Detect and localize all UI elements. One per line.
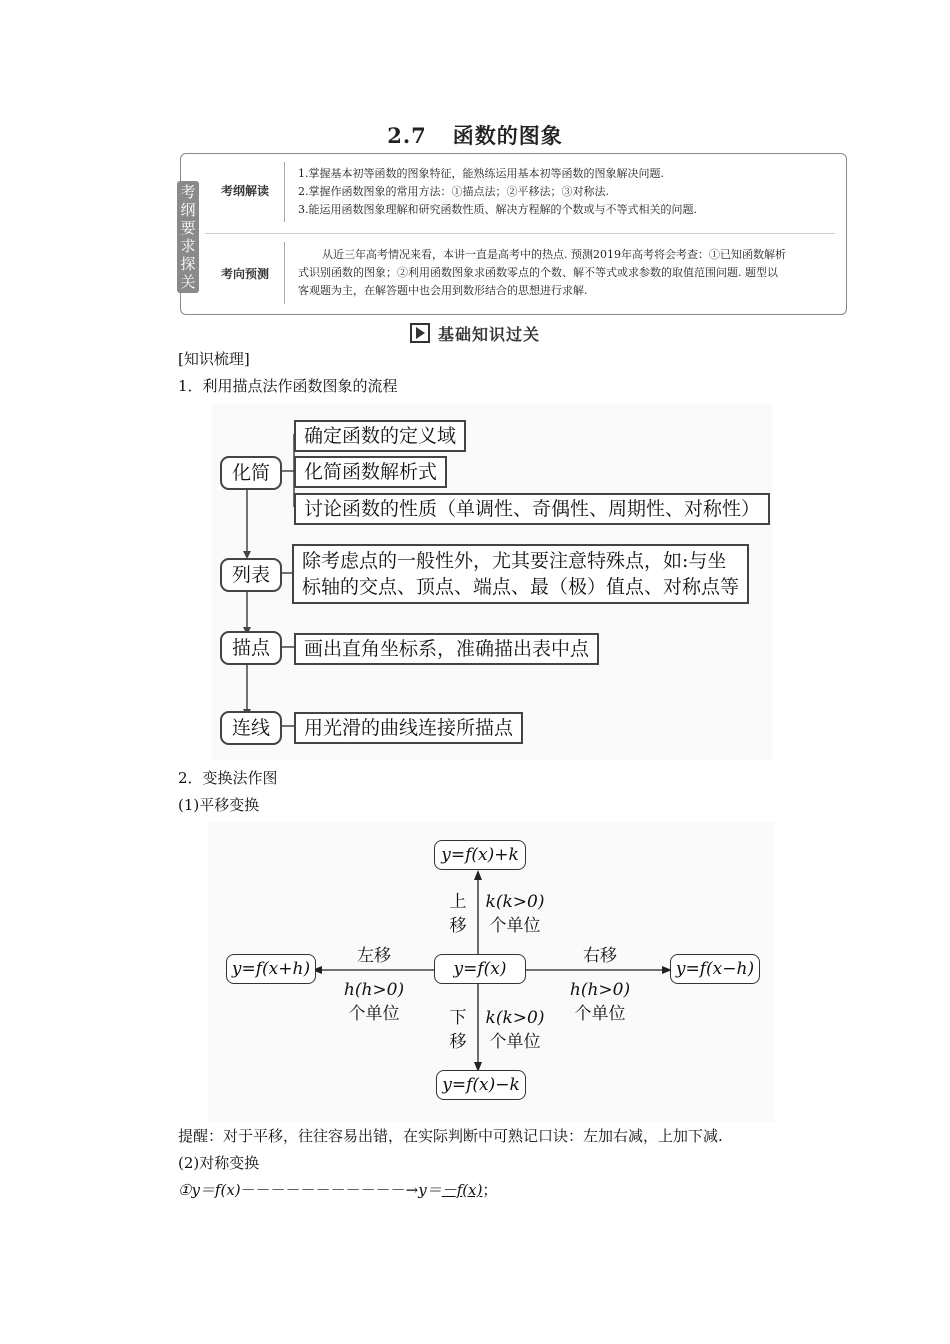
- up-label-char: 移: [449, 916, 467, 936]
- translation-diagram: [208, 822, 774, 1122]
- side-char: 要: [180, 219, 196, 237]
- connect-text: 用光滑的曲线连接所描点: [294, 712, 523, 744]
- symmetry-rule-1: [178, 1179, 497, 1200]
- item2-heading: 2．变换法作图: [178, 769, 278, 787]
- sym1-prefix: ①y＝f(x): [178, 1181, 241, 1199]
- step-tabulate: 列表: [220, 558, 282, 592]
- tip-text: 提醒：对于平移，往往容易出错，在实际判断中可熟记口诀：左加右减，上加下减.: [178, 1127, 723, 1145]
- row2-line: 从近三年高考情况来看，本讲一直是高考中的热点. 预测2019年高考将会考查：①已知函数解析: [322, 248, 786, 261]
- title-text: 函数的图象: [452, 123, 563, 148]
- row2-text: [298, 246, 838, 300]
- down-cond-line: k(k>0): [485, 1008, 545, 1028]
- sym1-arrow: －－－－－－－－－－－→: [240, 1181, 419, 1199]
- page-title: [0, 120, 950, 150]
- center-function: y=f(x): [434, 954, 526, 984]
- divider: [284, 162, 285, 222]
- up-condition: [484, 890, 546, 938]
- left-function: y=f(x+h): [226, 954, 316, 984]
- row2-line: 式识别函数的图象；②利用函数图象求函数零点的个数、解不等式或求参数的取值范围问题. 题型以: [298, 266, 778, 279]
- step-connect: 连线: [220, 711, 282, 745]
- sym1-lhs: y＝: [418, 1181, 442, 1199]
- down-cond-line: 个单位: [489, 1032, 541, 1052]
- side-char: 求: [180, 237, 196, 255]
- plot-text: 画出直角坐标系，准确描出表中点: [294, 633, 599, 665]
- bottom-function: y=f(x)−k: [436, 1070, 526, 1100]
- left-cond-line: h(h>0): [343, 980, 405, 1000]
- top-function: y=f(x)+k: [434, 840, 526, 870]
- step-simplify: 化简: [220, 456, 282, 490]
- down-label: [446, 1006, 470, 1054]
- up-cond-line: 个单位: [489, 916, 541, 936]
- side-char: 探: [180, 255, 196, 273]
- sym1-tail: ；: [482, 1181, 498, 1199]
- up-label-char: 上: [449, 892, 467, 912]
- left-cond-line: 个单位: [348, 1004, 400, 1024]
- row1-line: 3.能运用函数图象理解和研究函数性质、解决方程解的个数或与不等式相关的问题.: [298, 203, 697, 216]
- sym1-answer: －f(x): [441, 1181, 483, 1199]
- down-label-char: 移: [449, 1032, 467, 1052]
- divider: [205, 233, 835, 234]
- banner-text: 基础知识过关: [438, 325, 541, 344]
- title-number: 2.7: [387, 123, 427, 148]
- item2-2-heading: (2)对称变换: [178, 1154, 260, 1172]
- simplify-item: 化简函数解析式: [294, 456, 447, 488]
- row1-line: 1.掌握基本初等函数的图象特征，能熟练运用基本初等函数的图象解决问题.: [298, 167, 664, 180]
- up-label: [446, 890, 470, 938]
- left-condition: [336, 978, 412, 1026]
- down-label-char: 下: [449, 1008, 467, 1028]
- right-cond-line: h(h>0): [569, 980, 631, 1000]
- simplify-item: 确定函数的定义域: [294, 420, 466, 452]
- side-char: 关: [180, 273, 196, 291]
- plotting-flowchart: [212, 404, 772, 760]
- up-cond-line: k(k>0): [485, 892, 545, 912]
- left-label: 左移: [357, 946, 391, 966]
- tabulate-text: [292, 544, 749, 604]
- right-function: y=f(x−h): [670, 954, 760, 984]
- down-condition: [484, 1006, 546, 1054]
- item2-1-heading: (1)平移变换: [178, 796, 260, 814]
- right-label: 右移: [583, 946, 617, 966]
- step-plot: 描点: [220, 631, 282, 665]
- right-cond-line: 个单位: [574, 1004, 626, 1024]
- row1-label: 考纲解读: [220, 184, 269, 198]
- tabulate-line: 除考虑点的一般性外，尤其要注意特殊点，如:与坐: [302, 550, 727, 572]
- side-char: 纲: [180, 201, 196, 219]
- row2-line: 客观题为主，在解答题中也会用到数形结合的思想进行求解.: [298, 284, 588, 297]
- right-condition: [562, 978, 638, 1026]
- row1-text: [298, 165, 697, 219]
- side-char: 考: [180, 183, 196, 201]
- knowledge-heading: [知识梳理]: [178, 350, 250, 368]
- divider: [284, 242, 285, 304]
- tabulate-line: 标轴的交点、顶点、端点、最（极）值点、对称点等: [302, 576, 740, 598]
- row2-label: 考向预测: [220, 267, 269, 281]
- row1-line: 2.掌握作函数图象的常用方法：①描点法；②平移法；③对称法.: [298, 185, 609, 198]
- exam-side-tab: [177, 181, 199, 293]
- section-banner: [410, 322, 540, 345]
- item1-heading: 1．利用描点法作函数图象的流程: [178, 377, 398, 395]
- play-icon: [410, 323, 430, 343]
- simplify-item: 讨论函数的性质（单调性、奇偶性、周期性、对称性）: [294, 493, 770, 525]
